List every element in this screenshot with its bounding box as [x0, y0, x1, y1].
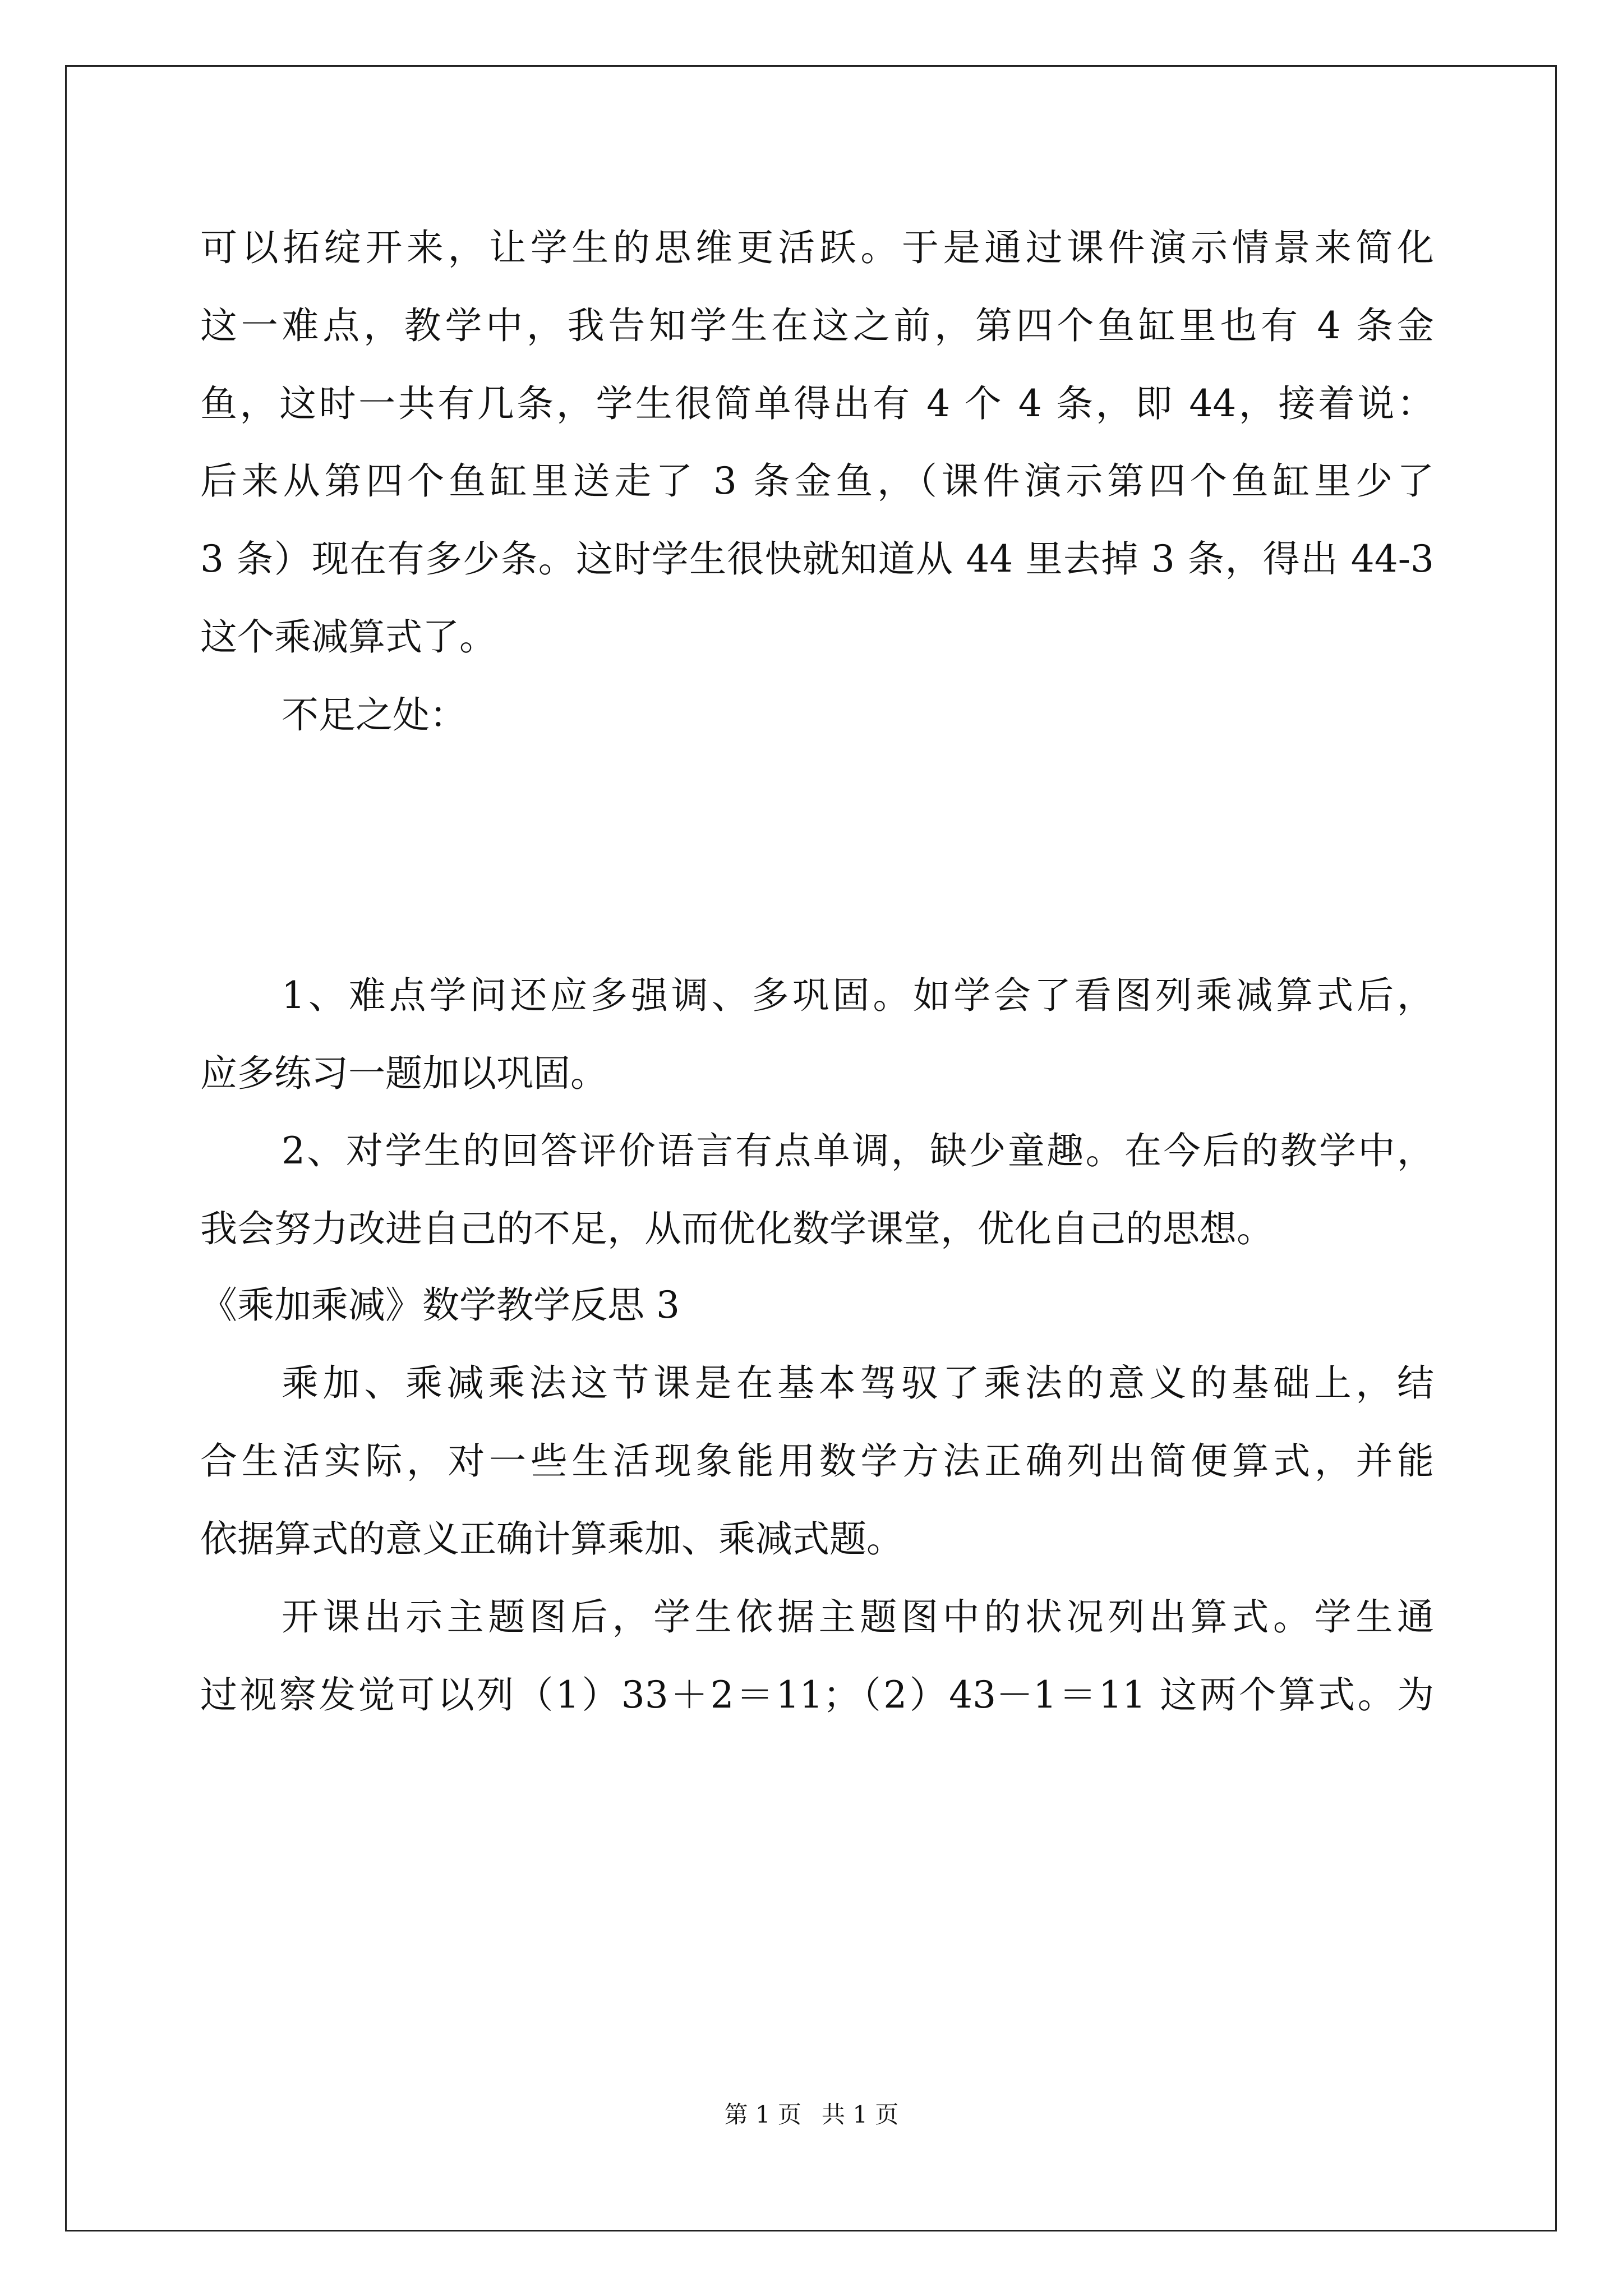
page-number: 第 1 页 — [724, 2101, 801, 2128]
paragraph-line: 后来从第四个鱼缸里送走了 3 条金鱼，（课件演示第四个鱼缸里少了 — [200, 459, 1434, 503]
paragraph-line: 开课出示主题图后，学生依据主题图中的状况列出算式。学生通 — [282, 1595, 1434, 1639]
paragraph-line: 依据算式的意义正确计算乘加、乘减式题。 — [200, 1517, 903, 1561]
paragraph-line: 应多练习一题加以巩固。 — [200, 1052, 607, 1095]
paragraph-line: 我会努力改进自己的不足，从而优化数学课堂，优化自己的思想。 — [200, 1207, 1274, 1250]
paragraph-line: 乘加、乘减乘法这节课是在基本驾驭了乘法的意义的基础上，结 — [282, 1361, 1434, 1405]
page-total: 共 1 页 — [822, 2101, 899, 2128]
paragraph-line: 过视察发觉可以列（1）33＋2＝11；（2）43－1＝11 这两个算式。为 — [200, 1673, 1434, 1717]
paragraph-line: 3 条）现在有多少条。这时学生很快就知道从 44 里去掉 3 条，得出 44-3 — [200, 537, 1434, 581]
paragraph-line: 合生活实际，对一些生活现象能用数学方法正确列出简便算式，并能 — [200, 1439, 1434, 1483]
paragraph-line: 可以拓绽开来，让学生的思维更活跃。于是通过课件演示情景来简化 — [200, 226, 1434, 269]
paragraph-line: 鱼，这时一共有几条，学生很简单得出有 4 个 4 条，即 44，接着说： — [200, 382, 1434, 425]
page-footer — [0, 2101, 1623, 2129]
section-title: 《乘加乘减》数学教学反思 3 — [200, 1283, 680, 1327]
section-heading: 不足之处： — [282, 693, 467, 737]
paragraph-line: 这个乘减算式了。 — [200, 615, 496, 659]
paragraph-line: 这一难点，教学中，我告知学生在这之前，第四个鱼缸里也有 4 条金 — [200, 304, 1434, 347]
paragraph-line: 1、难点学问还应多强调、多巩固。如学会了看图列乘减算式后， — [282, 974, 1434, 1017]
paragraph-line: 2、对学生的回答评价语言有点单调，缺少童趣。在今后的教学中， — [282, 1129, 1434, 1172]
